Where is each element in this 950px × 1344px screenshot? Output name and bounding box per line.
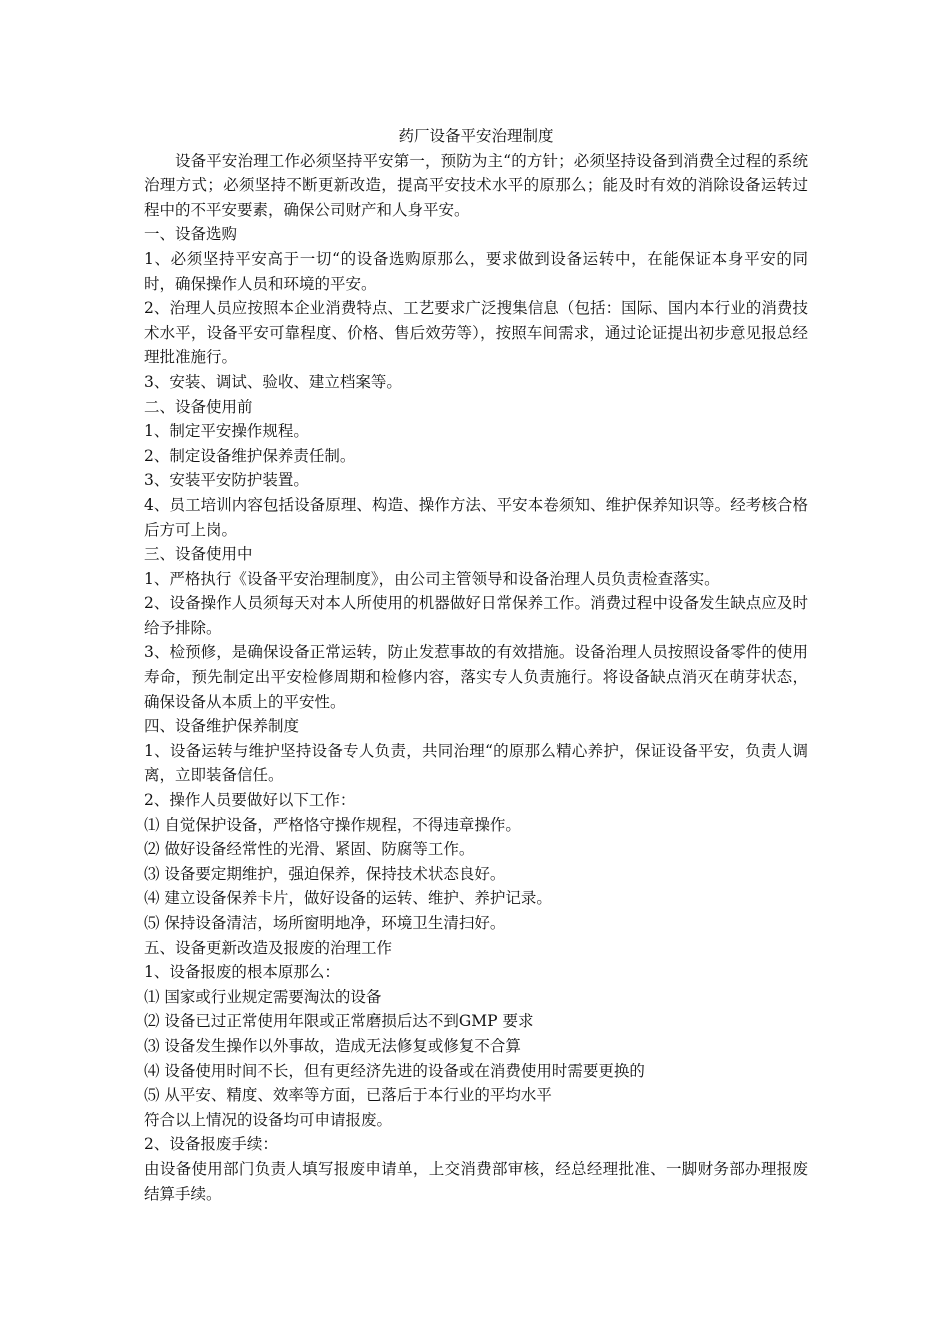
paragraph: 1、设备运转与维护坚持设备专人负责，共同治理“的原那么精心养护，保证设备平安，负责人调离，立即装备信任。 <box>144 741 808 785</box>
list-item: ⑶ 设备发生操作以外事故，造成无法修复或修复不合算 <box>144 1036 521 1055</box>
paragraph: 2、制定设备维护保养责任制。 <box>144 446 356 465</box>
paragraph: 由设备使用部门负责人填写报废申请单，上交消费部审核，经总经理批准、一脚财务部办理报废结算手续。 <box>144 1159 808 1203</box>
paragraph: 2、设备操作人员须每天对本人所使用的机器做好日常保养工作。消费过程中设备发生缺点应及时给予排除。 <box>144 594 808 637</box>
paragraph: 符合以上情况的设备均可申请报废。 <box>144 1110 393 1129</box>
paragraph: 1、制定平安操作规程。 <box>144 422 309 441</box>
paragraph: 4、员工培训内容包括设备原理、构造、操作方法、平安本卷须知、维护保养知识等。经考核合格后方可上岗。 <box>144 495 808 539</box>
list-item: ⑴ 自觉保护设备，严格恪守操作规程，不得违章操作。 <box>144 815 521 834</box>
paragraph: 2、设备报废手续： <box>144 1135 278 1154</box>
list-item: ⑵ 做好设备经常性的光滑、紧固、防腐等工作。 <box>144 840 475 859</box>
list-item: ⑸ 保持设备清洁，场所窗明地净，环境卫生清扫好。 <box>144 914 506 932</box>
list-item: ⑷ 设备使用时间不长，但有更经济先进的设备或在消费使用时需要更换的 <box>144 1061 645 1080</box>
section-heading-1: 一、设备选购 <box>144 225 238 244</box>
list-item: ⑷ 建立设备保养卡片，做好设备的运转、维护、养护记录。 <box>144 889 552 908</box>
section-heading-3: 三、设备使用中 <box>144 545 253 564</box>
paragraph: 3、检预修，是确保设备正常运转，防止发惹事故的有效措施。设备治理人员按照设备零件的使用寿命，预先制定出平安检修周期和检修内容，落实专人负责施行。将设备缺点消灭在萌芽状态，确保设备从本质上的平安性。 <box>144 643 808 711</box>
paragraph: 1、设备报废的根本原那么： <box>144 963 340 982</box>
section-heading-2: 二、设备使用前 <box>144 397 253 416</box>
list-item: ⑴ 国家或行业规定需要淘汰的设备 <box>144 987 382 1006</box>
list-item: ⑵ 设备已过正常使用年限或正常磨损后达不到GMP 要求 <box>144 1012 534 1031</box>
paragraph: 3、安装平安防护装置。 <box>144 471 309 490</box>
paragraph: 3、安装、调试、验收、建立档案等。 <box>144 372 402 391</box>
paragraph: 1、必须坚持平安高于一切“的设备选购原那么，要求做到设备运转中，在能保证本身平安的同时，确保操作人员和环境的平安。 <box>144 249 808 293</box>
paragraph: 2、操作人员要做好以下工作： <box>144 791 356 810</box>
document-page <box>144 124 808 1206</box>
list-item: ⑶ 设备要定期维护，强迫保养，保持技术状态良好。 <box>144 864 506 883</box>
paragraph: 2、治理人员应按照本企业消费特点、工艺要求广泛搜集信息（包括：国际、国内本行业的消费技术水平，设备平安可靠程度、价格、售后效劳等），按照车间需求，通过论证提出初步意见报总经理批准施行。 <box>144 299 808 367</box>
intro-paragraph: 设备平安治理工作必须坚持平安第一，预防为主“的方针；必须坚持设备到消费全过程的系统治理方式；必须坚持不断更新改造，提高平安技术水平的原那么；能及时有效的消除设备运转过程中的不平安要素，确保公司财产和人身平安。 <box>144 151 808 219</box>
paragraph: 1、严格执行《设备平安治理制度》，由公司主管领导和设备治理人员负责检查落实。 <box>144 569 720 588</box>
document-title: 药厂设备平安治理制度 <box>398 127 554 145</box>
section-heading-5: 五、设备更新改造及报废的治理工作 <box>144 938 393 957</box>
section-heading-4: 四、设备维护保养制度 <box>144 717 300 736</box>
list-item: ⑸ 从平安、精度、效率等方面，已落后于本行业的平均水平 <box>144 1086 552 1105</box>
